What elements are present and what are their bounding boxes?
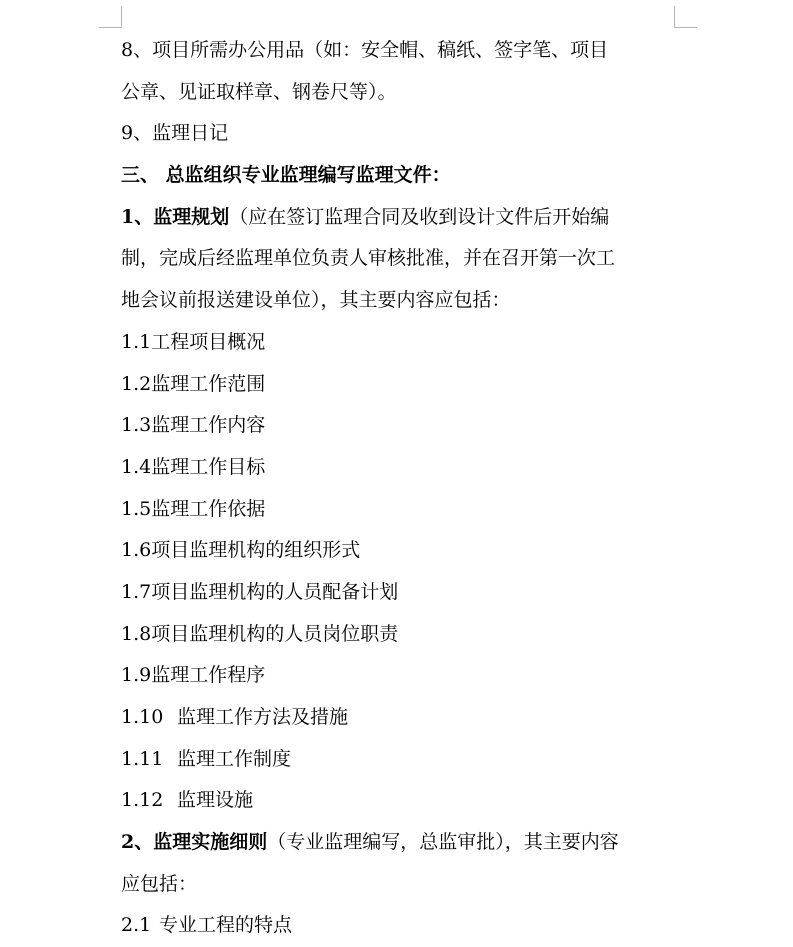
rules-item-number: 2.1 — [121, 914, 152, 937]
rules-item — [121, 905, 677, 947]
paragraph-item-8-line-2: 公章、见证取样章、钢卷尺等）。 — [121, 80, 397, 103]
margin-corner-mark-right — [675, 27, 697, 28]
rules-title: 2、监理实施细则 — [121, 831, 268, 854]
margin-corner-mark-left — [121, 6, 122, 28]
paragraph-item-8-line-1: 8、项目所需办公用品（如：安全帽、稿纸、签字笔、项目 — [121, 39, 609, 61]
paragraph-item-9: 9、监理日记 — [121, 122, 229, 145]
planning-item: 1.6项目监理机构的组织形式 — [121, 539, 361, 562]
planning-item — [121, 697, 677, 739]
planning-item-number: 1.10 — [121, 706, 164, 728]
planning-item-text: 监理工作方法及措施 — [177, 706, 349, 728]
section-3-heading: 三、 总监组织专业监理编写监理文件： — [121, 164, 451, 187]
planning-title: 1、监理规划 — [121, 205, 230, 228]
planning-item — [121, 780, 677, 822]
planning-paragraph-line-2: 制，完成后经监理单位负责人审核批准，并在召开第一次工 — [121, 247, 616, 270]
planning-item — [121, 739, 677, 781]
rules-item-text: 专业工程的特点 — [159, 914, 293, 937]
planning-item: 1.9监理工作程序 — [121, 664, 266, 687]
rules-intro-text: （专业监理编写，总监审批），其主要内容 — [267, 831, 619, 854]
margin-corner-mark-right — [674, 6, 675, 28]
document-body — [121, 30, 677, 947]
planning-item-text: 监理工作制度 — [177, 747, 292, 770]
planning-item-number: 1.11 — [121, 747, 164, 770]
planning-item-text: 监理设施 — [177, 789, 254, 812]
planning-item: 1.8项目监理机构的人员岗位职责 — [121, 622, 399, 645]
planning-item: 1.4监理工作目标 — [121, 455, 266, 478]
planning-paragraph-line-3: 地会议前报送建设单位），其主要内容应包括： — [121, 289, 511, 312]
margin-corner-mark-left — [99, 27, 121, 28]
planning-item-number: 1.12 — [121, 789, 164, 812]
planning-item: 1.1工程项目概况 — [121, 330, 266, 353]
planning-item: 1.7项目监理机构的人员配备计划 — [121, 580, 399, 603]
planning-item: 1.3监理工作内容 — [121, 414, 266, 437]
planning-item: 1.5监理工作依据 — [121, 497, 266, 520]
planning-intro-text: （应在签订监理合同及收到设计文件后开始编 — [229, 205, 610, 228]
rules-paragraph-line-1 — [121, 822, 677, 864]
planning-item: 1.2监理工作范围 — [121, 372, 266, 395]
planning-paragraph-line-1 — [121, 197, 677, 239]
rules-paragraph-line-2: 应包括： — [121, 872, 198, 895]
